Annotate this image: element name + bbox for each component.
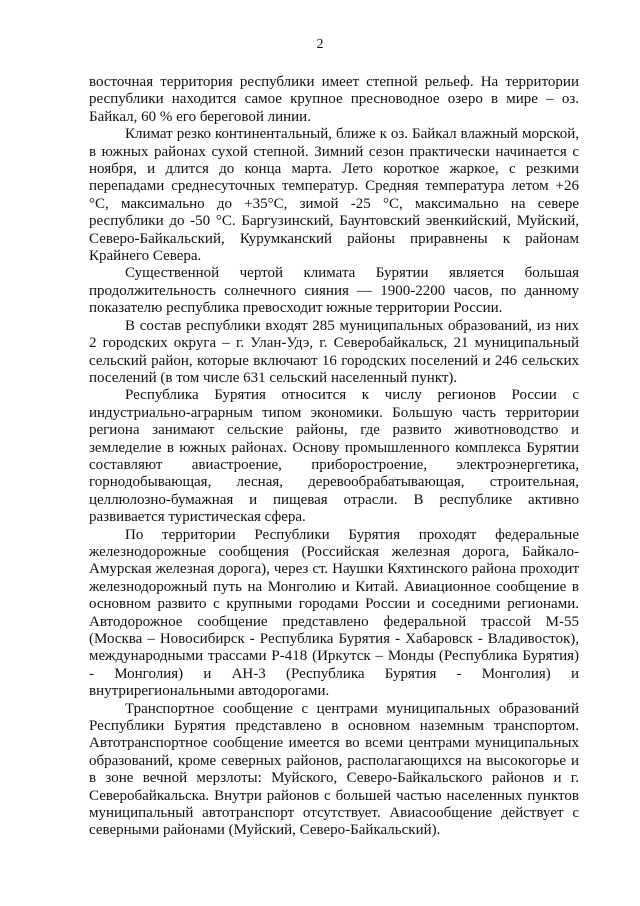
paragraph-relief: восточная территория республики имеет степной рельеф. На территории республики находится самое крупное пресноводное озеро в мире – оз. Байкал, 60 % его береговой линии. xyxy=(89,74,579,125)
paragraph-economy: Республика Бурятия относится к числу регионов России с индустриально-аграрным типом экономики. Большую часть территории региона занимают сельские районы, где развито животноводство и земледелие в южных районах. Основу промышленного комплекса Бурятии составляют авиастроение, приборостроение, электроэнергетика, горнодобывающая, лесная, деревообрабатывающая, строительная, целлюлозно-бумажная и пищевая отрасли. В республике активно развивается туристическая сфера. xyxy=(89,387,579,526)
paragraph-municipal-transport: Транспортное сообщение с центрами муниципальных образований Республики Бурятия представлено в основном наземным транспортом. Автотранспортное сообщение имеется во всеми центрами муниципальных образований, кроме северных районов, располагающихся на высокогорье и в зоне вечной мерзлоты: Муйского, Северо-Байкальского районов и г. Северобайкальска. Внутри районов с большей частью населенных пунктов муниципальный автотранспорт отсутствует. Авиасообщение действует с северными районами (Муйский, Северо-Байкальский). xyxy=(89,700,579,839)
paragraph-municipalities: В состав республики входят 285 муниципальных образований, из них 2 городских округа – г. Улан-Удэ, г. Северобайкальск, 21 муниципальный сельский район, которые включают 16 городских поселений и 246 сельских поселений (в том числе 631 сельский населенный пункт). xyxy=(89,317,579,386)
body-text xyxy=(89,74,579,840)
paragraph-climate: Климат резко континентальный, ближе к оз. Байкал влажный морской, в южных районах сухой степной. Зимний сезон практически начинается с ноября, и длится до конца марта. Лето короткое жаркое, с резкими перепадами среднесуточных температур. Средняя температура летом +26 °C, максимально до +35°C, зимой -25 °C, максимально на севере республики до -50 °C. Баргузинский, Баунтовский эвенкийский, Муйский, Северо-Байкальский, Курумканский районы приравнены к районам Крайнего Севера. xyxy=(89,126,579,265)
paragraph-transport: По территории Республики Бурятия проходят федеральные железнодорожные сообщения (Российская железная дорога, Байкало-Амурская железная дорога), через ст. Наушки Кяхтинского района проходит железнодорожный путь на Монголию и Китай. Авиационное сообщение в основном развито с крупными городами России и соседними регионами. Автодорожное сообщение представлено федеральной трассой М-55 (Москва – Новосибирск - Республика Бурятия - Хабаровск - Владивосток), международными трассами Р-418 (Иркутск – Монды (Республика Бурятия) - Монголия) и АН-3 (Республика Бурятия - Монголия) и внутрирегиональными автодорогами. xyxy=(89,526,579,700)
page-number: 2 xyxy=(316,37,324,52)
paragraph-sunshine: Существенной чертой климата Бурятии является большая продолжительность солнечного сияния — 1900-2200 часов, по данному показателю республика превосходит южные территории России. xyxy=(89,265,579,317)
